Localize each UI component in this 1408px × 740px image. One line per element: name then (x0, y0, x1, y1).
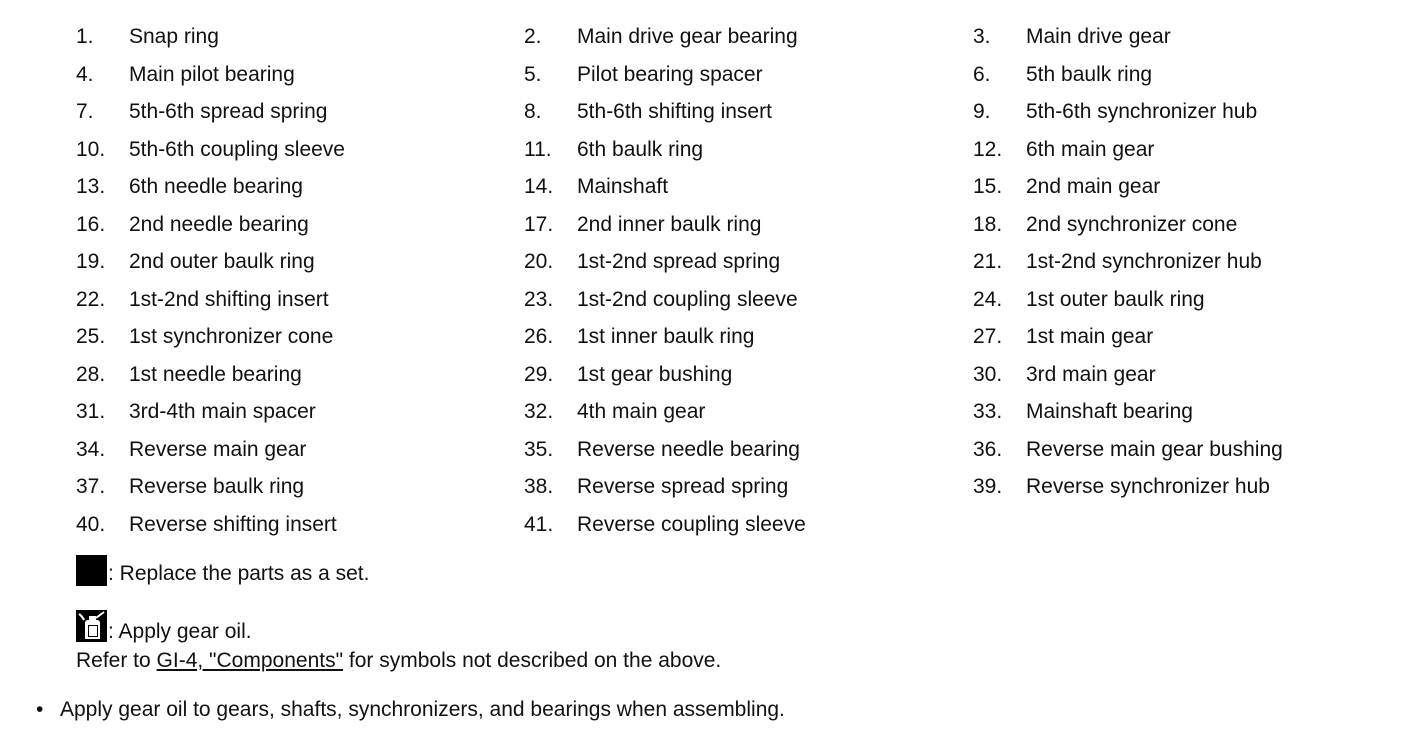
part-number: 13. (76, 175, 106, 198)
oil-can-icon (76, 610, 107, 642)
part-name: 5th-6th spread spring (129, 100, 328, 123)
parts-row (0, 488, 1408, 536)
parts-row (0, 0, 1408, 48)
part-name: Snap ring (129, 25, 219, 48)
part-name: 2nd outer baulk ring (129, 250, 315, 273)
parts-row (0, 225, 1408, 273)
part-number: 26. (524, 325, 554, 348)
parts-row (0, 150, 1408, 198)
legend-apply-gear-oil (76, 610, 252, 646)
part-name: Main drive gear bearing (577, 25, 798, 48)
part-name: 5th-6th shifting insert (577, 100, 772, 123)
part-name: Main drive gear (1026, 25, 1171, 48)
part-number: 5. (524, 62, 542, 86)
part-name: Mainshaft bearing (1026, 400, 1193, 423)
part-name: Reverse shifting insert (129, 512, 337, 536)
part-number: 25. (76, 325, 106, 348)
part-number: 37. (76, 475, 106, 498)
part-number: 14. (524, 175, 554, 198)
part-name: 2nd main gear (1026, 175, 1161, 198)
part-name: 6th main gear (1026, 137, 1155, 161)
part-number: 30. (973, 362, 1003, 386)
part-number: 20. (524, 250, 554, 273)
parts-row (0, 338, 1408, 386)
parts-row (0, 450, 1408, 498)
parts-row (0, 188, 1408, 236)
part-name: 3rd-4th main spacer (129, 400, 316, 423)
part-number: 32. (524, 400, 554, 423)
part-name: 6th baulk ring (577, 137, 704, 161)
part-name: 5th-6th synchronizer hub (1026, 100, 1258, 123)
part-number: 9. (973, 100, 991, 123)
part-number: 29. (524, 362, 554, 386)
refer-prefix: Refer to (76, 649, 157, 672)
part-number: 1. (76, 25, 94, 48)
part-number: 8. (524, 100, 542, 123)
part-name: 1st main gear (1026, 325, 1154, 348)
parts-row (0, 375, 1408, 423)
black-square-icon (76, 555, 107, 586)
part-name: 3rd main gear (1026, 362, 1156, 386)
assembly-note (36, 696, 785, 724)
part-name: 2nd synchronizer cone (1026, 212, 1238, 236)
part-name: 1st-2nd coupling sleeve (577, 287, 798, 311)
part-number: 19. (76, 250, 106, 273)
part-name: Reverse needle bearing (577, 437, 800, 461)
refer-suffix: for symbols not described on the above. (343, 649, 722, 672)
part-number: 41. (524, 512, 554, 536)
part-name: 1st synchronizer cone (129, 325, 334, 348)
part-name: 1st-2nd synchronizer hub (1026, 250, 1262, 273)
part-name: 1st-2nd spread spring (577, 250, 781, 273)
part-number: 21. (973, 250, 1003, 273)
part-number: 3. (973, 25, 991, 48)
part-name: Pilot bearing spacer (577, 62, 763, 86)
part-number: 17. (524, 212, 554, 236)
parts-row (0, 263, 1408, 311)
part-number: 27. (973, 325, 1003, 348)
part-name: 1st-2nd shifting insert (129, 287, 329, 311)
part-number: 38. (524, 475, 554, 498)
part-name: Main pilot bearing (129, 62, 295, 86)
part-name: Reverse baulk ring (129, 475, 305, 498)
parts-row (0, 38, 1408, 86)
part-number: 39. (973, 475, 1003, 498)
part-number: 6. (973, 62, 991, 86)
assembly-note-text: Apply gear oil to gears, shafts, synchronizers, and bearings when assembling. (60, 698, 785, 721)
refer-note (76, 647, 721, 675)
part-name: Reverse spread spring (577, 475, 789, 498)
part-number: 36. (973, 437, 1003, 461)
part-number: 2. (524, 25, 542, 48)
part-name: 1st gear bushing (577, 362, 733, 386)
parts-row (0, 300, 1408, 348)
part-number: 35. (524, 437, 554, 461)
part-number: 11. (524, 137, 552, 161)
part-name: 2nd inner baulk ring (577, 212, 762, 236)
part-number: 31. (76, 400, 106, 423)
part-number: 22. (76, 287, 106, 311)
part-name: 1st outer baulk ring (1026, 287, 1205, 311)
part-number: 16. (76, 212, 106, 236)
part-name: 2nd needle bearing (129, 212, 309, 236)
part-name: 5th baulk ring (1026, 62, 1153, 86)
components-link[interactable]: GI-4, "Components" (156, 649, 344, 672)
part-name: Reverse coupling sleeve (577, 512, 806, 536)
part-number: 4. (76, 62, 94, 86)
legend-replace-as-set (76, 555, 369, 588)
part-name: Reverse synchronizer hub (1026, 475, 1270, 498)
part-name: 4th main gear (577, 400, 706, 423)
part-name: Mainshaft (577, 175, 669, 198)
part-name: Reverse main gear bushing (1026, 437, 1283, 461)
part-number: 18. (973, 212, 1003, 236)
part-number: 34. (76, 437, 106, 461)
part-name: 5th-6th coupling sleeve (129, 137, 345, 161)
part-number: 33. (973, 400, 1003, 423)
part-number: 15. (973, 175, 1003, 198)
bullet-icon: • (36, 698, 44, 721)
part-name: Reverse main gear (129, 437, 307, 461)
part-name: 1st inner baulk ring (577, 325, 755, 348)
part-number: 7. (76, 100, 94, 123)
part-number: 28. (76, 362, 106, 386)
part-number: 24. (973, 287, 1003, 311)
part-name: 1st needle bearing (129, 362, 302, 386)
part-number: 12. (973, 137, 1003, 161)
part-number: 40. (76, 512, 106, 536)
legend-set-text: : Replace the parts as a set. (108, 562, 370, 585)
part-name: 6th needle bearing (129, 175, 303, 198)
part-number: 23. (524, 287, 554, 311)
legend-oil-text: : Apply gear oil. (108, 620, 252, 643)
part-number: 10. (76, 137, 106, 161)
parts-row (0, 75, 1408, 123)
parts-row (0, 113, 1408, 161)
parts-row (0, 413, 1408, 461)
